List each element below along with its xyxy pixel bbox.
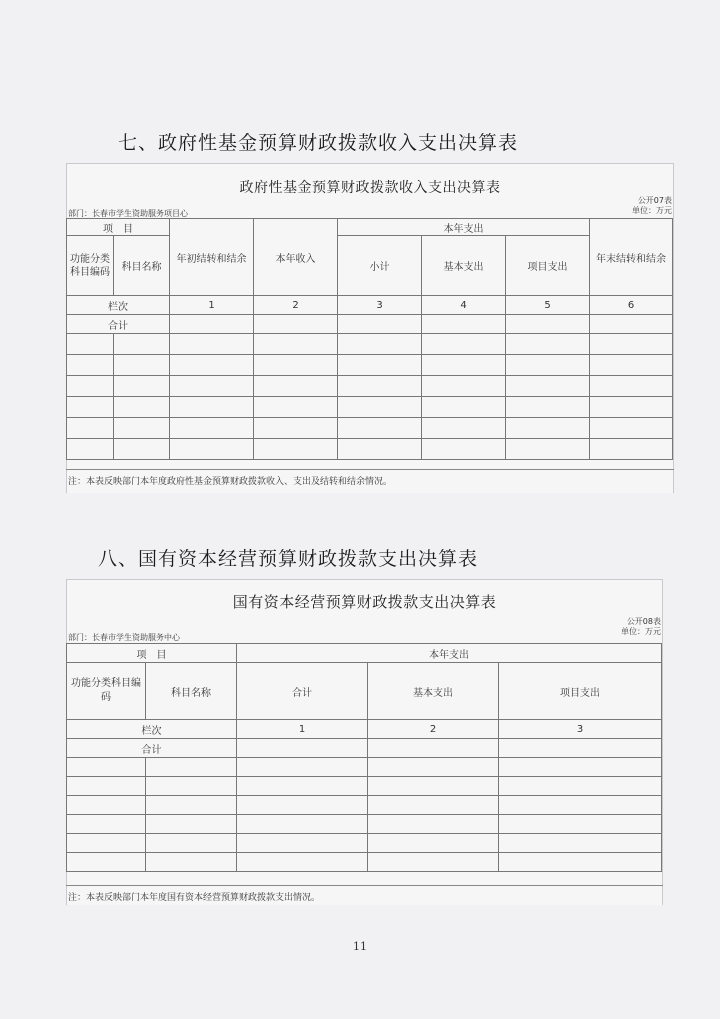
cell bbox=[590, 315, 673, 334]
section1-heading: 七、政府性基金预算财政拨款收入支出决算表 bbox=[118, 132, 519, 154]
col-num-4: 4 bbox=[422, 296, 506, 315]
header-basic: 基本支出 bbox=[422, 236, 506, 296]
col-num-3: 3 bbox=[338, 296, 422, 315]
cell bbox=[422, 315, 506, 334]
header-expense-group: 本年支出 bbox=[338, 219, 590, 236]
table-row bbox=[67, 376, 673, 397]
section1-table-title: 政府性基金预算财政拨款收入支出决算表 bbox=[239, 180, 501, 196]
total-row-label: 合计 bbox=[67, 315, 170, 334]
section2-table bbox=[66, 643, 662, 872]
header-begin-balance: 年初结转和结余 bbox=[170, 219, 254, 296]
table-row bbox=[67, 815, 662, 834]
table-row bbox=[67, 355, 673, 376]
section2-dept: 部门：长春市学生资助服务中心 bbox=[68, 633, 180, 642]
cell bbox=[506, 315, 590, 334]
section1-table bbox=[66, 218, 673, 460]
table-row bbox=[67, 834, 662, 853]
table-row bbox=[67, 758, 662, 777]
col-num-2: 2 bbox=[368, 720, 499, 739]
table-row bbox=[67, 796, 662, 815]
header-subtotal: 小计 bbox=[338, 236, 422, 296]
col-num-3: 3 bbox=[499, 720, 662, 739]
section2-table-title: 国有资本经营预算财政拨款支出决算表 bbox=[232, 593, 497, 611]
col-num-2: 2 bbox=[254, 296, 338, 315]
cell bbox=[368, 739, 499, 758]
section1-dept: 部门：长春市学生资助服务项目心 bbox=[68, 209, 188, 218]
header-func-code: 功能分类科目编码 bbox=[67, 236, 114, 296]
column-row-label: 栏次 bbox=[67, 720, 237, 739]
section2-meta bbox=[621, 617, 661, 637]
page-number: 11 bbox=[353, 940, 367, 953]
section1-table-frame bbox=[66, 163, 674, 493]
section2-note: 注：本表反映部门本年度国有资本经营预算财政拨款支出情况。 bbox=[68, 893, 321, 903]
header-income: 本年收入 bbox=[254, 219, 338, 296]
section2-unit: 单位：万元 bbox=[621, 627, 661, 636]
header-item: 项 目 bbox=[67, 219, 170, 236]
header-item: 项 目 bbox=[67, 644, 237, 663]
cell bbox=[170, 315, 254, 334]
header-expense-group: 本年支出 bbox=[237, 644, 662, 663]
section2-table-frame bbox=[66, 579, 663, 905]
section1-form-code: 公开07表 bbox=[637, 196, 672, 205]
section1-note: 注：本表反映部门本年度政府性基金预算财政拨款收入、支出及结转和结余情况。 bbox=[68, 477, 393, 487]
table-row bbox=[67, 439, 673, 460]
header-subject-name: 科目名称 bbox=[146, 663, 237, 720]
table-row bbox=[67, 334, 673, 355]
header-project: 项目支出 bbox=[506, 236, 590, 296]
header-basic: 基本支出 bbox=[368, 663, 499, 720]
cell bbox=[254, 315, 338, 334]
table-row bbox=[67, 777, 662, 796]
header-project: 项目支出 bbox=[499, 663, 662, 720]
table-row bbox=[67, 418, 673, 439]
col-num-1: 1 bbox=[170, 296, 254, 315]
header-total: 合计 bbox=[237, 663, 368, 720]
section2-form-code: 公开08表 bbox=[626, 617, 661, 626]
section1-meta bbox=[632, 196, 672, 216]
table-row bbox=[67, 397, 673, 418]
cell bbox=[499, 739, 662, 758]
total-row-label: 合计 bbox=[67, 739, 237, 758]
column-row-label: 栏次 bbox=[67, 296, 170, 315]
table-row bbox=[67, 853, 662, 872]
section1-unit: 单位：万元 bbox=[632, 206, 672, 215]
section2-heading: 八、国有资本经营预算财政拨款支出决算表 bbox=[98, 548, 479, 570]
col-num-1: 1 bbox=[237, 720, 368, 739]
header-subject-name: 科目名称 bbox=[114, 236, 170, 296]
header-func-code: 功能分类科目编码 bbox=[67, 663, 146, 720]
cell bbox=[237, 739, 368, 758]
header-end-balance: 年末结转和结余 bbox=[590, 219, 673, 296]
cell bbox=[338, 315, 422, 334]
col-num-6: 6 bbox=[590, 296, 673, 315]
col-num-5: 5 bbox=[506, 296, 590, 315]
